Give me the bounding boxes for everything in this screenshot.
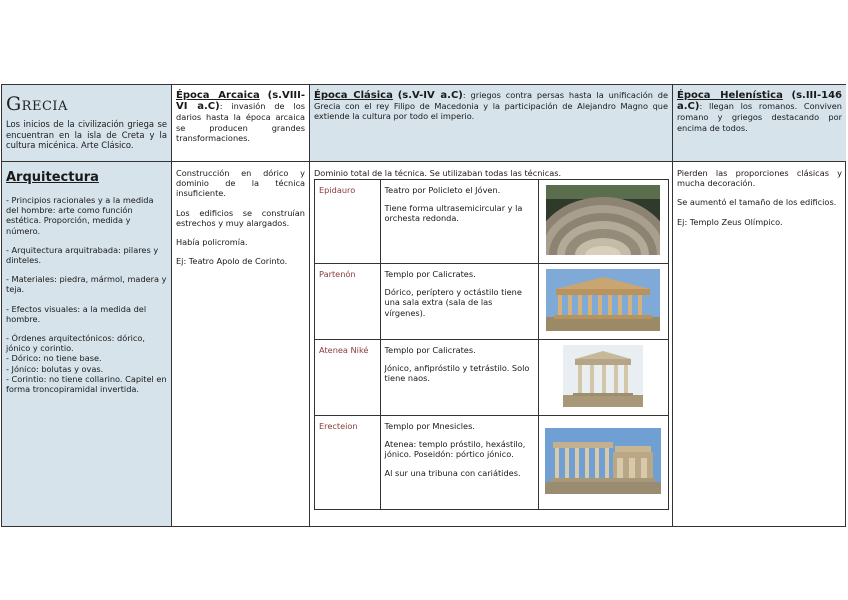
temple-line: Dórico, períptero y octástilo tiene una sala extra (sala de las vírgenes). [384, 287, 522, 318]
temple-line: Teatro por Policleto el Jóven. [384, 185, 501, 195]
list-item: Había policromía. [176, 237, 248, 248]
arcaica-desc: : invasión de los darios hasta la época arcaica se producen grandes transformaciones. [176, 101, 305, 143]
erechtheion-photo [545, 428, 661, 494]
header-helenistica-cell [673, 85, 846, 162]
list-item: Los edificios se construían estrechos y muy alargados. [176, 207, 305, 228]
list-item: Ej: Templo Zeus Olímpico. [677, 216, 783, 227]
temple-name: Partenón [315, 264, 381, 340]
header-arcaica-cell [172, 85, 310, 162]
temple-name: Erecteion [315, 416, 381, 510]
clasica-body-cell [310, 162, 673, 526]
list-item: - Efectos visuales: a la medida del hombre. [6, 303, 147, 324]
list-item: - Materiales: piedra, mármol, madera y teja. [6, 274, 167, 295]
temple-name: Atenea Niké [315, 340, 381, 416]
temple-line: Templo por Mnesicles. [384, 421, 475, 431]
temple-line: Tiene forma ultrasemicircular y la orchesta redonda. [384, 203, 523, 224]
header-clasica-cell [310, 85, 673, 162]
clasica-desc: : griegos contra persas hasta la unificación de Grecia con el rey Filipo de Macedonia y la participación de Alejandro Magno que extiende la cultura por todo el imperio. [314, 90, 669, 122]
arquitectura-title: Arquitectura [6, 170, 99, 185]
arcaica-body-cell [172, 162, 310, 526]
helenistica-body-cell [673, 162, 846, 526]
table-row [315, 340, 669, 416]
list-item: - Principios racionales y a la medida del hombre: arte como función estética. Proporción, medida y número. [6, 195, 154, 236]
temples-table [314, 179, 669, 510]
intro-text: Los inicios de la civilización griega se encuentran en la isla de Creta y la cultura micénica. Arte Clásico. [6, 119, 167, 150]
arquitectura-cell [2, 162, 172, 526]
list-item: - Corintio: no tiene collarino. Capitel en forma troncopiramidal invertida. [6, 373, 167, 395]
clasica-period: (s.V-IV a.C) [397, 90, 463, 101]
temple-line: Atenea: templo próstilo, hexástilo, jónico. Poseidón: pórtico jónico. [384, 439, 526, 460]
clasica-intro: Dominio total de la técnica. Se utilizaban todas las técnicas. [314, 168, 562, 178]
list-item: - Dórico: no tiene base. [6, 353, 102, 364]
list-item: Construcción en dórico y dominio de la técnica insuficiente. [176, 168, 305, 199]
table-row [315, 264, 669, 340]
list-item: - Arquitectura arquitrabada: pilares y dinteles. [6, 244, 159, 266]
athena-nike-photo [563, 345, 643, 407]
temple-line: Jónico, anfipróstilo y tetrástilo. Solo tiene naos. [384, 363, 530, 384]
helenistica-period: (s.III-146 a.C) [677, 90, 843, 113]
temple-name: Epidauro [315, 180, 381, 264]
header-grecia-cell [2, 85, 172, 162]
arcaica-name: Época Arcaica [176, 90, 260, 101]
arcaica-period: (s.VIII-VI a.C) [176, 90, 306, 113]
temple-line: Al sur una tribuna con cariátides. [384, 467, 521, 478]
clasica-name: Época Clásica [314, 90, 393, 101]
list-item: - Jónico: bolutas y ovas. [6, 363, 104, 374]
theater-photo [546, 185, 660, 255]
helenistica-desc: : llegan los romanos. Conviven romano y griegos destacando por encima de todos. [677, 101, 842, 133]
list-item: Se aumentó el tamaño de los edificios. [677, 197, 837, 208]
list-item: - Órdenes arquitectónicos: dórico, jónico y corintio. [6, 333, 145, 354]
page-title: Grecia [6, 93, 68, 115]
table-row [315, 416, 669, 510]
table-row [315, 180, 669, 264]
list-item: Pierden las proporciones clásicas y mucha decoración. [677, 168, 842, 189]
helenistica-name: Época Helenística [677, 90, 783, 101]
grecia-table [1, 84, 846, 527]
parthenon-photo [546, 269, 660, 331]
temple-line: Templo por Calicrates. [384, 345, 476, 355]
list-item: Ej: Teatro Apolo de Corinto. [176, 256, 288, 267]
temple-line: Templo por Calicrates. [384, 269, 476, 279]
